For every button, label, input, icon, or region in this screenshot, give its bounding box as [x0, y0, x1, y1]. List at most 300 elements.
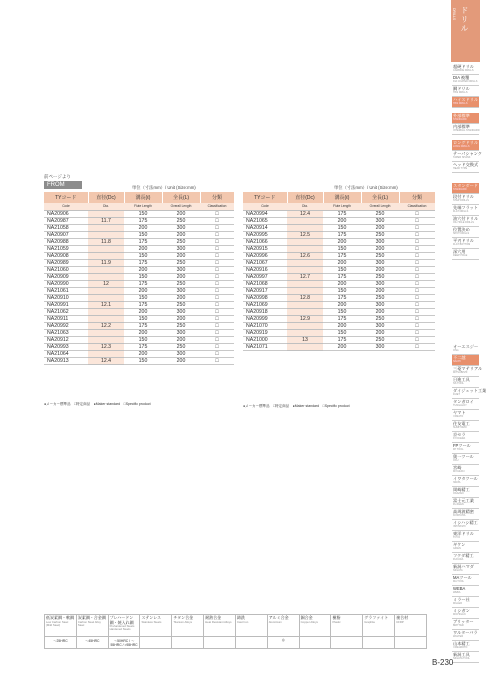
classification-cell: □: [200, 343, 234, 350]
material-name-en: Cast Iron: [236, 619, 249, 624]
flute-length-cell: 175: [124, 343, 162, 350]
material-header-cell: [204, 615, 236, 637]
table-row: [44, 350, 234, 357]
sidebar-item-sublabel: OKU: [453, 459, 459, 462]
sidebar-item-label: 油穴付ドリル: [453, 216, 479, 221]
overall-length-cell: 250: [162, 217, 200, 224]
sidebar-group-drill-type: [452, 64, 479, 108]
classification-cell: □: [200, 308, 234, 315]
sidebar-item-sublabel: WEBA: [453, 591, 461, 594]
subheader-cell: Classification: [200, 203, 234, 210]
code-cell: NA20991: [44, 301, 88, 308]
code-cell: NA21067: [243, 259, 287, 266]
material-header-cell: [108, 615, 140, 637]
table-row: [44, 308, 234, 315]
dia-cell: [88, 252, 124, 259]
sidebar-item-label: 不二越: [453, 355, 466, 360]
classification-cell: □: [200, 259, 234, 266]
table-row: [44, 252, 234, 259]
category-tab[interactable]: [451, 0, 480, 62]
material-value-cell: 〜25HRC: [45, 637, 77, 649]
table-row: [243, 245, 435, 252]
table-row: [44, 357, 234, 364]
sidebar-item[interactable]: [452, 205, 479, 216]
subheader-cell: Flute Length: [323, 203, 361, 210]
classification-cell: □: [200, 238, 234, 245]
sidebar-item[interactable]: [452, 520, 479, 531]
flute-length-cell: 200: [323, 217, 361, 224]
table-row: [243, 231, 435, 238]
sidebar-item-sublabel: NS TOOL: [453, 382, 464, 385]
dia-cell: 12.7: [287, 273, 323, 280]
table-row: [44, 301, 234, 308]
prev-page-label: 前ページより: [44, 174, 71, 179]
code-cell: NA20992: [44, 322, 88, 329]
code-cell: NA20995: [243, 231, 287, 238]
classification-cell: □: [200, 231, 234, 238]
legend-right: ●メーカー標準品 □特定商品 ●Maker standard □Specific product: [243, 404, 350, 408]
table-row: [243, 294, 435, 301]
sidebar-item-sublabel: LONG DRILLS: [453, 145, 470, 148]
overall-length-cell: 200: [361, 308, 399, 315]
dia-cell: 12.3: [88, 343, 124, 350]
material-name-en: Plastic: [332, 619, 341, 624]
classification-cell: □: [399, 231, 435, 238]
sidebar-item-label: 奥一ツール: [453, 454, 474, 459]
dia-cell: [287, 343, 323, 350]
sidebar-item-sublabel: STANDARD: [453, 118, 467, 121]
material-name: 複合材: [396, 615, 409, 620]
sidebar-item-sublabel: TOYO: [453, 536, 461, 539]
dia-cell: 12.2: [88, 322, 124, 329]
table-row: [243, 266, 435, 273]
overall-length-cell: 250: [162, 280, 200, 287]
classification-cell: □: [200, 294, 234, 301]
sidebar-item[interactable]: [452, 162, 479, 173]
classification-cell: □: [200, 245, 234, 252]
code-cell: NA21071: [243, 343, 287, 350]
sidebar-item-sublabel: TUNGALOY: [453, 404, 467, 407]
material-header-cell: [140, 615, 172, 637]
table-row: [44, 343, 234, 350]
code-cell: NA20908: [44, 252, 88, 259]
classification-cell: □: [399, 322, 435, 329]
header-classification: 分類: [399, 192, 435, 203]
code-cell: NA21065: [243, 217, 287, 224]
classification-cell: □: [200, 336, 234, 343]
sidebar-item-sublabel: FUKUDA: [453, 558, 464, 561]
classification-cell: □: [399, 252, 435, 259]
classification-cell: □: [200, 357, 234, 364]
table-row: [44, 336, 234, 343]
sidebar-item-sublabel: BRITTER: [453, 624, 464, 627]
code-cell: NA20993: [44, 343, 88, 350]
flute-length-cell: 150: [124, 231, 162, 238]
overall-length-cell: 200: [361, 329, 399, 336]
category-tab-sub: DRILLS: [452, 8, 456, 21]
flute-length-cell: 150: [124, 336, 162, 343]
sidebar-item[interactable]: [452, 238, 479, 249]
sidebar-item-label: 外部標準: [453, 113, 470, 118]
sidebar-item-label: 平刃ドリル: [453, 238, 474, 243]
table-row: [44, 287, 234, 294]
material-name-en: Carbon Steel Alloy Steel: [77, 619, 101, 627]
code-cell: NA20997: [243, 273, 287, 280]
flute-length-cell: 175: [323, 294, 361, 301]
sidebar-item[interactable]: [452, 608, 479, 619]
sidebar-item[interactable]: [452, 553, 479, 564]
sidebar-item[interactable]: [452, 498, 479, 509]
sidebar-item-label: 高周波精密: [453, 509, 474, 514]
sidebar-item[interactable]: [452, 542, 479, 553]
material-header-cell: [395, 615, 427, 637]
code-cell: NA21061: [44, 287, 88, 294]
material-name: プレハードン鋼・焼入れ鋼: [109, 615, 134, 625]
overall-length-cell: 200: [162, 231, 200, 238]
sidebar-item[interactable]: [452, 216, 479, 227]
dia-cell: 12.4: [287, 210, 323, 217]
overall-length-cell: 300: [361, 217, 399, 224]
sidebar-item[interactable]: [452, 476, 479, 487]
classification-cell: □: [200, 210, 234, 217]
sidebar-item-label: 内部標準: [453, 124, 470, 129]
material-value-cell: [363, 637, 395, 649]
dia-cell: [287, 224, 323, 231]
sidebar-item[interactable]: [452, 249, 479, 260]
sidebar-item[interactable]: [452, 124, 479, 135]
sidebar-item[interactable]: [452, 97, 479, 108]
header-flute-length: 溝長(ℓ): [124, 192, 162, 203]
table-row: [243, 329, 435, 336]
sidebar-item[interactable]: [452, 586, 479, 597]
sidebar-item[interactable]: [452, 509, 479, 520]
table-row: [44, 245, 234, 252]
sidebar-item[interactable]: [452, 366, 483, 377]
sidebar-item-label: FPツール: [453, 443, 471, 448]
material-value-cell: 〜50HRC / 〜55HRC / >55HRC: [108, 637, 140, 649]
sidebar-item-label: オーエスジー: [453, 344, 479, 349]
sidebar-item-sublabel: STANDARD: [453, 188, 467, 191]
overall-length-cell: 200: [162, 273, 200, 280]
flute-length-cell: 200: [124, 350, 162, 357]
flute-length-cell: 175: [124, 238, 162, 245]
dia-cell: [287, 280, 323, 287]
dia-cell: [88, 266, 124, 273]
sidebar-item-sublabel: DIA COATED DRILLS: [453, 80, 478, 83]
dia-cell: [88, 329, 124, 336]
dia-cell: [287, 245, 323, 252]
material-name: グラファイト: [364, 615, 389, 620]
sidebar-item-sublabel: FUJIGEN: [453, 503, 464, 506]
subheader-cell: Dia.: [88, 203, 124, 210]
classification-cell: □: [200, 322, 234, 329]
sidebar-item[interactable]: [452, 377, 479, 388]
material-name: 鋳鉄: [236, 615, 245, 620]
sidebar-item[interactable]: [452, 86, 479, 97]
flute-length-cell: 200: [124, 245, 162, 252]
code-cell: NA20910: [44, 294, 88, 301]
classification-cell: □: [200, 217, 234, 224]
sidebar-group-type: [452, 183, 479, 260]
sidebar-item[interactable]: [452, 564, 479, 575]
overall-length-cell: 200: [162, 336, 200, 343]
overall-length-cell: 250: [162, 343, 200, 350]
sidebar-item-sublabel: MILLER: [453, 602, 463, 605]
table-row: [243, 301, 435, 308]
classification-cell: □: [399, 210, 435, 217]
dia-cell: [88, 224, 124, 231]
subheader-cell: Code: [44, 203, 88, 210]
overall-length-cell: 200: [162, 210, 200, 217]
code-cell: NA21058: [44, 224, 88, 231]
sidebar-item[interactable]: [452, 388, 486, 399]
sidebar-item[interactable]: [452, 531, 479, 542]
sidebar-item[interactable]: [452, 597, 479, 608]
sidebar-item-label: ワルターバラ: [453, 630, 478, 635]
subheader-cell: Overall Length: [361, 203, 399, 210]
subheader-cell: Classification: [399, 203, 435, 210]
sidebar-item-label: 鋼ドリル: [453, 86, 470, 91]
sidebar-item-sublabel: SUMITOMO: [453, 426, 467, 429]
table-row: [243, 315, 435, 322]
dia-cell: 12.6: [287, 252, 323, 259]
sidebar-item[interactable]: [452, 432, 479, 443]
code-cell: NA20906: [44, 210, 88, 217]
table-row: [44, 294, 234, 301]
sidebar-item-sublabel: STEP DRILLS: [453, 199, 469, 202]
overall-length-cell: 200: [361, 266, 399, 273]
material-value-cell: [204, 637, 236, 649]
dia-cell: [88, 245, 124, 252]
table-row: [44, 280, 234, 287]
header-dia: 直径(Dc): [88, 192, 124, 203]
overall-length-cell: 250: [162, 238, 200, 245]
material-header-cell: [363, 615, 395, 637]
overall-length-cell: 300: [361, 343, 399, 350]
sidebar-item[interactable]: [452, 652, 479, 663]
sidebar-item[interactable]: [452, 465, 479, 476]
classification-cell: □: [200, 252, 234, 259]
header-code: TYコード: [243, 192, 287, 203]
sidebar-item-sublabel: DIJET: [453, 393, 460, 396]
sidebar-item-sublabel: FP TOOL: [453, 448, 464, 451]
sidebar-item[interactable]: [452, 630, 479, 641]
spec-table-right: [243, 192, 436, 351]
sidebar-item[interactable]: [452, 575, 479, 586]
sidebar-item[interactable]: [452, 151, 482, 162]
dia-cell: [88, 308, 124, 315]
dia-cell: 12.5: [287, 231, 323, 238]
table-row: [44, 224, 234, 231]
flute-length-cell: 175: [323, 231, 361, 238]
sidebar-item[interactable]: [452, 410, 479, 421]
table-row: [44, 259, 234, 266]
table-row: [243, 287, 435, 294]
flute-length-cell: 175: [323, 315, 361, 322]
material-header-cell: [331, 615, 363, 637]
sidebar-item-sublabel: GIKEN: [453, 547, 461, 550]
code-cell: NA20998: [243, 294, 287, 301]
sidebar-item-sublabel: MICHIGAN: [453, 613, 466, 616]
dia-cell: [88, 315, 124, 322]
sidebar-item[interactable]: [452, 355, 479, 366]
flute-length-cell: 175: [124, 217, 162, 224]
flute-length-cell: 200: [323, 301, 361, 308]
sidebar-item-sublabel: OIL HOLE DRILLS: [453, 221, 474, 224]
material-header-cell: [267, 615, 299, 637]
sidebar-item[interactable]: [452, 641, 479, 652]
classification-cell: □: [399, 224, 435, 231]
material-name-en: Copper Alloys: [300, 619, 318, 624]
code-cell: NA20918: [243, 308, 287, 315]
sidebar-item-sublabel: IWATA: [453, 481, 461, 484]
material-header-cell: [299, 615, 331, 637]
sidebar-item-label: ハイスドリル: [453, 97, 479, 102]
overall-length-cell: 200: [361, 224, 399, 231]
flute-length-cell: 200: [323, 238, 361, 245]
flute-length-cell: 200: [124, 266, 162, 273]
unit-label-left: 単位（寸法mm）/ Unit (Size:mm): [132, 185, 196, 190]
sidebar-item-label: イワタツール: [453, 476, 478, 481]
overall-length-cell: 300: [162, 266, 200, 273]
flute-length-cell: 200: [124, 308, 162, 315]
classification-cell: □: [399, 336, 435, 343]
flute-length-cell: 200: [323, 343, 361, 350]
sidebar-item[interactable]: [452, 344, 479, 355]
flute-length-cell: 150: [323, 329, 361, 336]
sidebar-item[interactable]: [452, 140, 479, 151]
sidebar-item-label: 新潟ハマダ: [453, 564, 474, 569]
dia-cell: 12: [88, 280, 124, 287]
sidebar-item-sublabel: CARBIDE DRILLS: [453, 69, 474, 72]
table-row: [243, 308, 435, 315]
material-name-en: Titanium Alloys: [173, 619, 193, 624]
flute-length-cell: 150: [124, 294, 162, 301]
classification-cell: □: [200, 329, 234, 336]
sidebar-item-sublabel: SPOT DRILLS: [453, 232, 470, 235]
header-overall-length: 全長(L): [162, 192, 200, 203]
dia-cell: [287, 308, 323, 315]
flute-length-cell: 150: [323, 287, 361, 294]
dia-cell: 12.4: [88, 357, 124, 364]
overall-length-cell: 200: [361, 245, 399, 252]
classification-cell: □: [399, 308, 435, 315]
overall-length-cell: 200: [162, 252, 200, 259]
sidebar-item[interactable]: [452, 75, 479, 86]
subheader-row: [243, 203, 435, 210]
table-row: [243, 322, 435, 329]
overall-length-cell: 200: [162, 357, 200, 364]
sidebar-item[interactable]: [452, 619, 479, 630]
sidebar-item[interactable]: [452, 183, 479, 194]
material-value-cell: [140, 637, 172, 649]
flute-length-cell: 200: [323, 280, 361, 287]
overall-length-cell: 250: [361, 231, 399, 238]
material-name-en: Aluminium: [268, 619, 282, 624]
flute-length-cell: 175: [124, 301, 162, 308]
classification-cell: □: [399, 315, 435, 322]
flute-length-cell: 150: [323, 308, 361, 315]
flute-length-cell: 150: [323, 245, 361, 252]
material-value-cell: 〜45HRC: [76, 637, 108, 649]
code-cell: NA20917: [243, 287, 287, 294]
code-cell: NA20988: [44, 238, 88, 245]
sidebar-item[interactable]: [452, 421, 479, 432]
classification-cell: □: [200, 350, 234, 357]
subheader-cell: Dia.: [287, 203, 323, 210]
table-row: [243, 252, 435, 259]
code-cell: NA20909: [44, 273, 88, 280]
table-row: [44, 238, 234, 245]
sidebar-item[interactable]: [452, 443, 479, 454]
flute-length-cell: 150: [124, 252, 162, 259]
sidebar-item[interactable]: [452, 194, 479, 205]
materials-header-row: [45, 615, 427, 637]
header-classification: 分類: [200, 192, 234, 203]
sidebar-item-label: フクダ精工: [453, 553, 474, 558]
sidebar-item[interactable]: [452, 487, 479, 498]
header-dia: 直径(Dc): [287, 192, 323, 203]
classification-cell: □: [399, 301, 435, 308]
dia-cell: 12.9: [287, 315, 323, 322]
classification-cell: □: [399, 294, 435, 301]
table-row: [44, 231, 234, 238]
material-value-cell: [172, 637, 204, 649]
flute-length-cell: 200: [323, 259, 361, 266]
material-name-en: Stainless Steels: [141, 619, 162, 624]
sidebar-item-sublabel: WALTER: [453, 635, 464, 638]
code-cell: NA21063: [44, 329, 88, 336]
sidebar-item-sublabel: HSS DRILLS: [453, 102, 468, 105]
material-name-en: Heat Resistant Alloys: [205, 619, 232, 624]
sidebar-item-label: WEBA: [453, 586, 466, 591]
flute-length-cell: 200: [124, 329, 162, 336]
sidebar-item-label: 超硬ドリル: [453, 64, 474, 69]
sidebar-item[interactable]: [452, 227, 479, 238]
material-name-en: CFRP: [396, 619, 404, 624]
sidebar-item[interactable]: [452, 399, 479, 410]
dia-cell: [88, 287, 124, 294]
overall-length-cell: 250: [361, 273, 399, 280]
sidebar-item-label: 京セラ: [453, 432, 466, 437]
code-cell: NA20913: [44, 357, 88, 364]
code-cell: NA20914: [243, 224, 287, 231]
from-label: FROM: [44, 181, 82, 189]
code-cell: NA21066: [243, 238, 287, 245]
table-row: [243, 343, 435, 350]
sidebar-item[interactable]: [452, 113, 479, 124]
subheader-row: [44, 203, 234, 210]
code-cell: NA20987: [44, 217, 88, 224]
sidebar-item[interactable]: [452, 64, 479, 75]
sidebar-item-label: 先端フラット: [453, 205, 479, 210]
overall-length-cell: 300: [361, 280, 399, 287]
table-row: [243, 217, 435, 224]
sidebar-item-label: DIA 被覆: [453, 75, 470, 80]
sidebar-item-label: イシハシ精工: [453, 520, 478, 525]
code-cell: NA21070: [243, 322, 287, 329]
flute-length-cell: 150: [124, 315, 162, 322]
code-cell: NA20919: [243, 329, 287, 336]
sidebar-item-label: 岡崎精工: [453, 487, 470, 492]
sidebar-item[interactable]: [452, 454, 479, 465]
overall-length-cell: 250: [162, 301, 200, 308]
classification-cell: □: [399, 259, 435, 266]
flute-length-cell: 175: [323, 273, 361, 280]
classification-cell: □: [200, 280, 234, 287]
table-row: [243, 273, 435, 280]
flute-length-cell: 175: [124, 280, 162, 287]
